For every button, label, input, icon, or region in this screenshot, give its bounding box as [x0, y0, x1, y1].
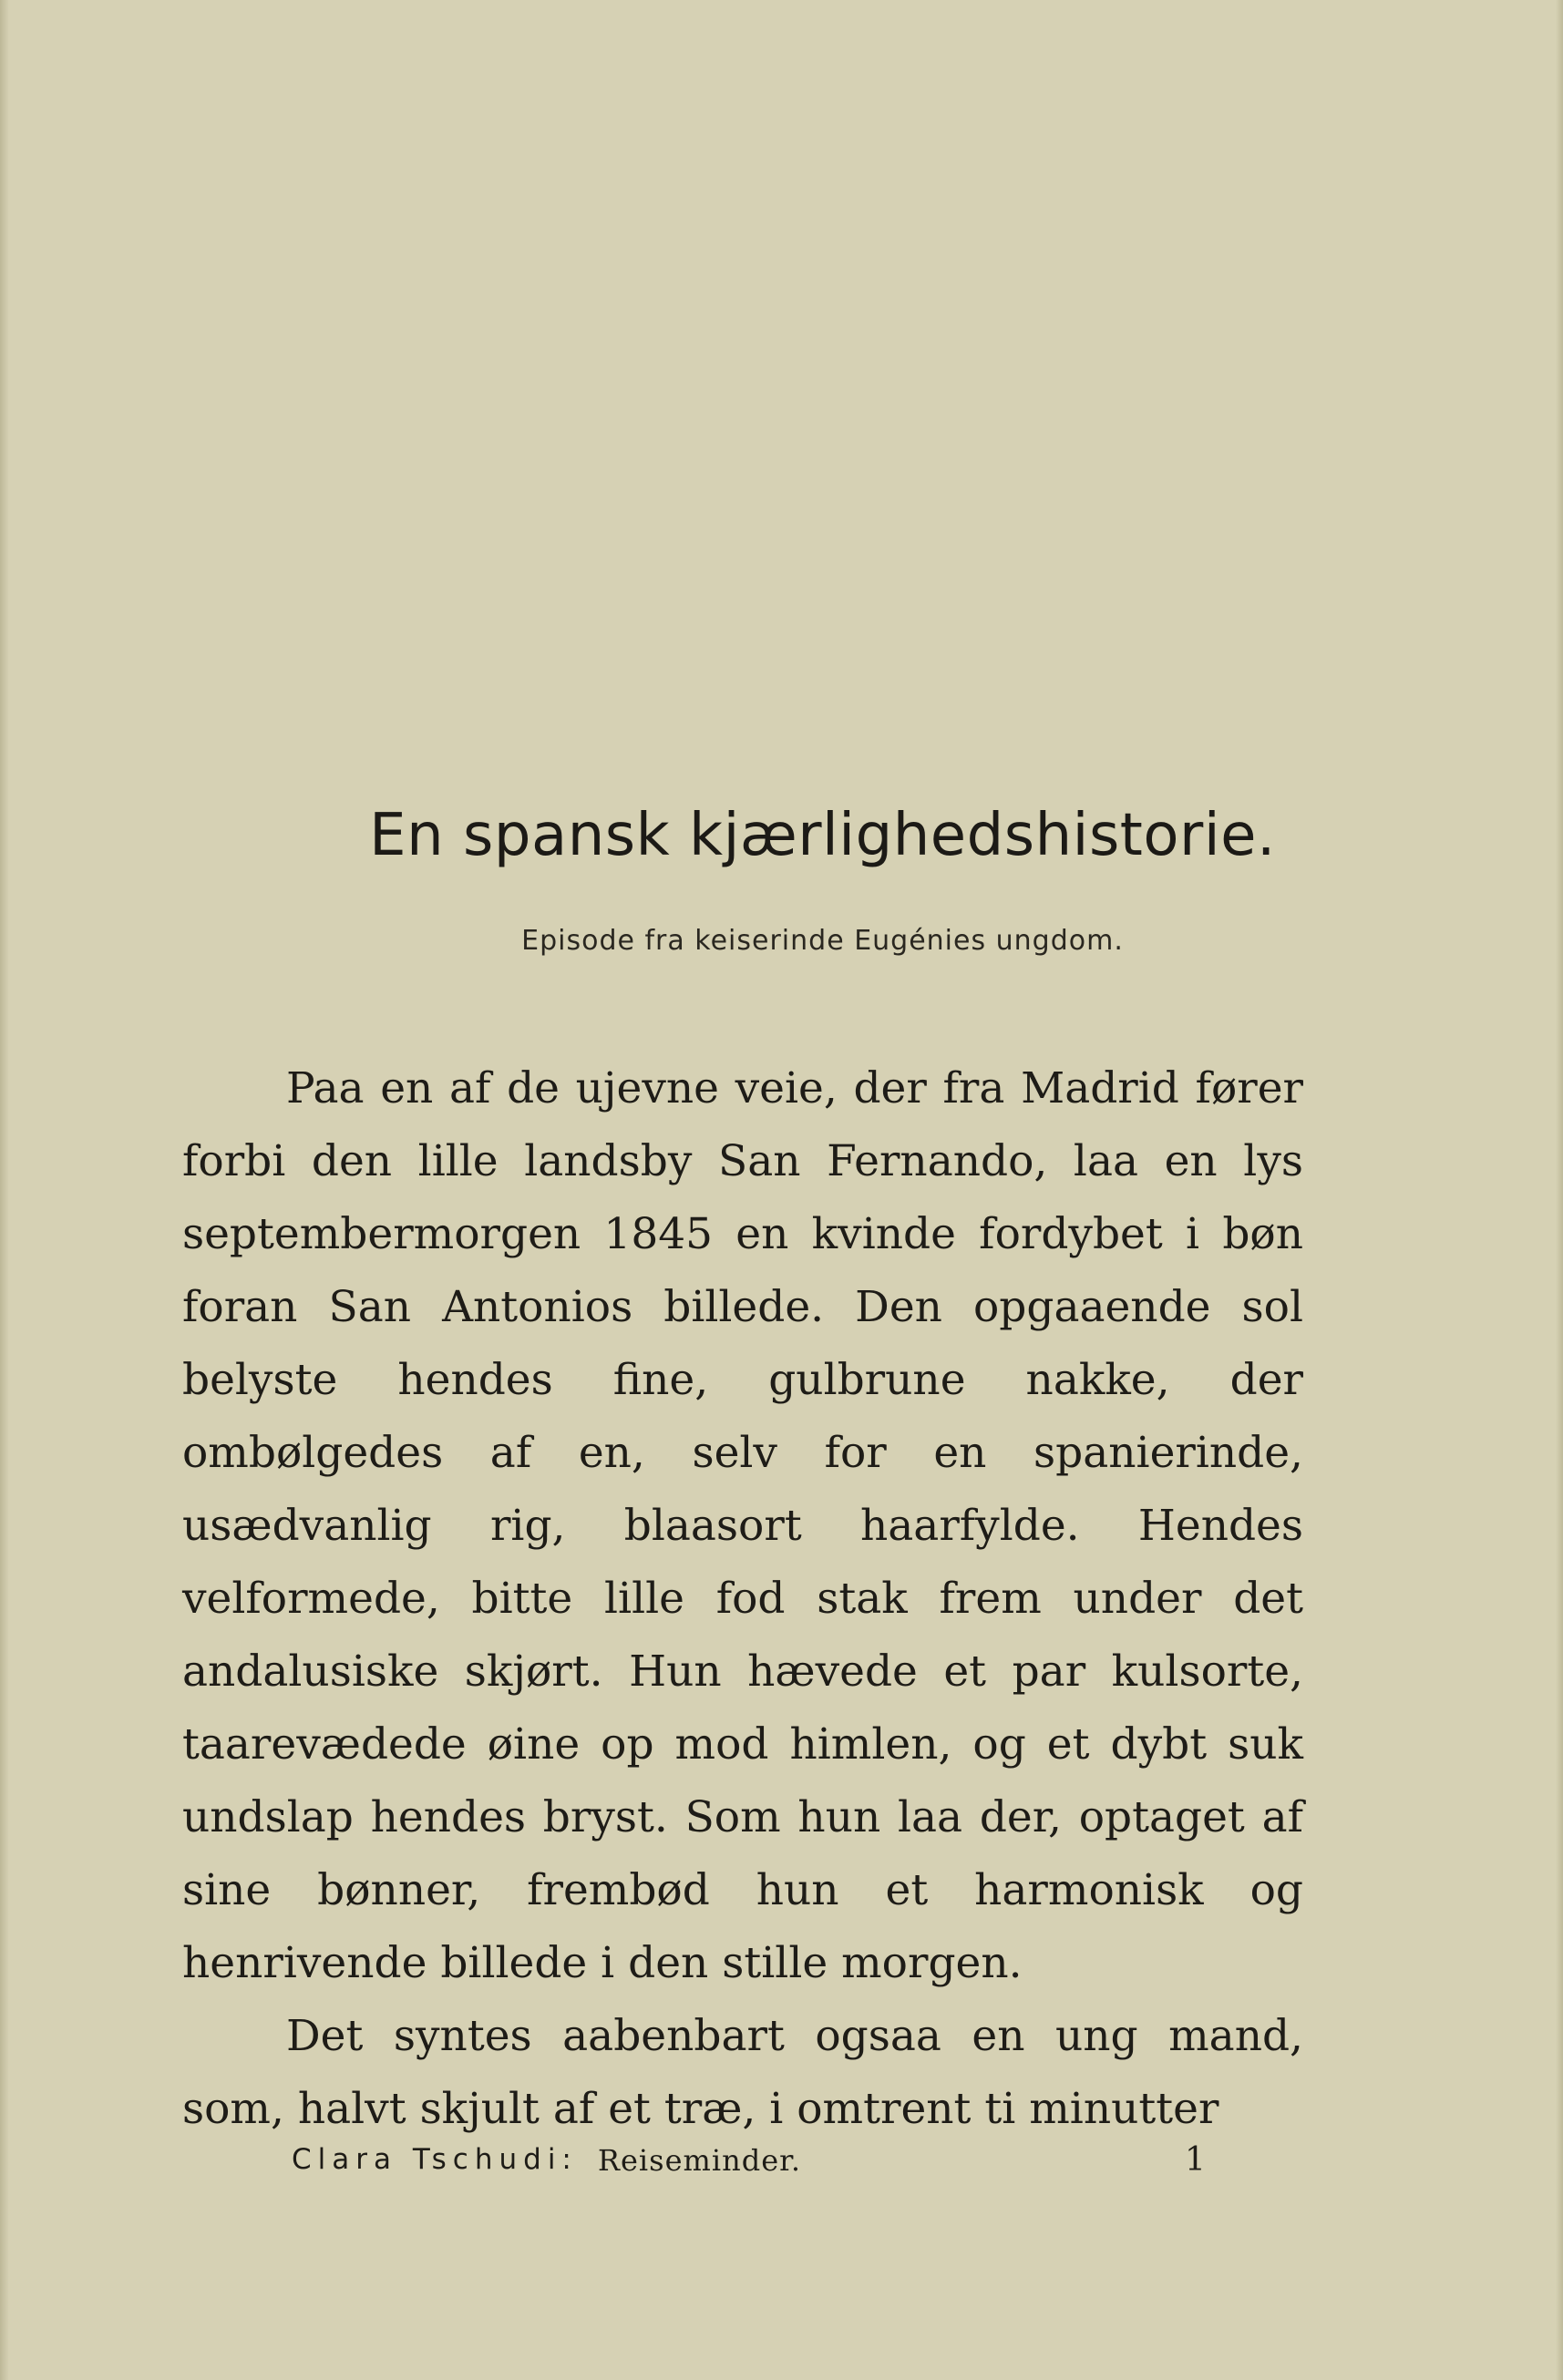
chapter-title: En spansk kjærlighedshistorie. [369, 802, 1276, 869]
footer-author: Clara Tschudi: [292, 2143, 578, 2176]
chapter-subtitle: Episode fra keiserinde Eugénies ungdom. [521, 925, 1124, 957]
page-footer [292, 2143, 1203, 2178]
paragraph-2: Det syntes aabenbart ogsaa en ung mand, som, halvt skjult af et træ, i omtrent ti minutter [182, 2011, 1303, 2134]
page-number: 1 [1185, 2141, 1206, 2179]
page-edge-right [1556, 0, 1563, 2380]
footer-book-title: Reiseminder. [597, 2143, 802, 2178]
paragraph-1: Paa en af de ujevne veie, der fra Madrid fører forbi den lille landsby San Fernando, laa en lys septembermorgen 1845 en kvinde fordybet i bøn foran San Antonios billede. Den opgaaende sol belyste hendes fine, gulbrune nakke, der ombølgedes af en, selv for en spanierinde, usædvanlig rig, blaasort haarfylde. Hendes velformede, bitte lille fod stak frem under det andalusiske skjørt. Hun hævede et par kulsorte, taarevædede øine op mod himlen, og et dybt suk undslap hendes bryst. Som hun laa der, optaget af sine bønner, frembød hun et harmonisk og henrivende billede i den stille morgen. [182, 1063, 1303, 1988]
page-edge-left [0, 0, 9, 2380]
